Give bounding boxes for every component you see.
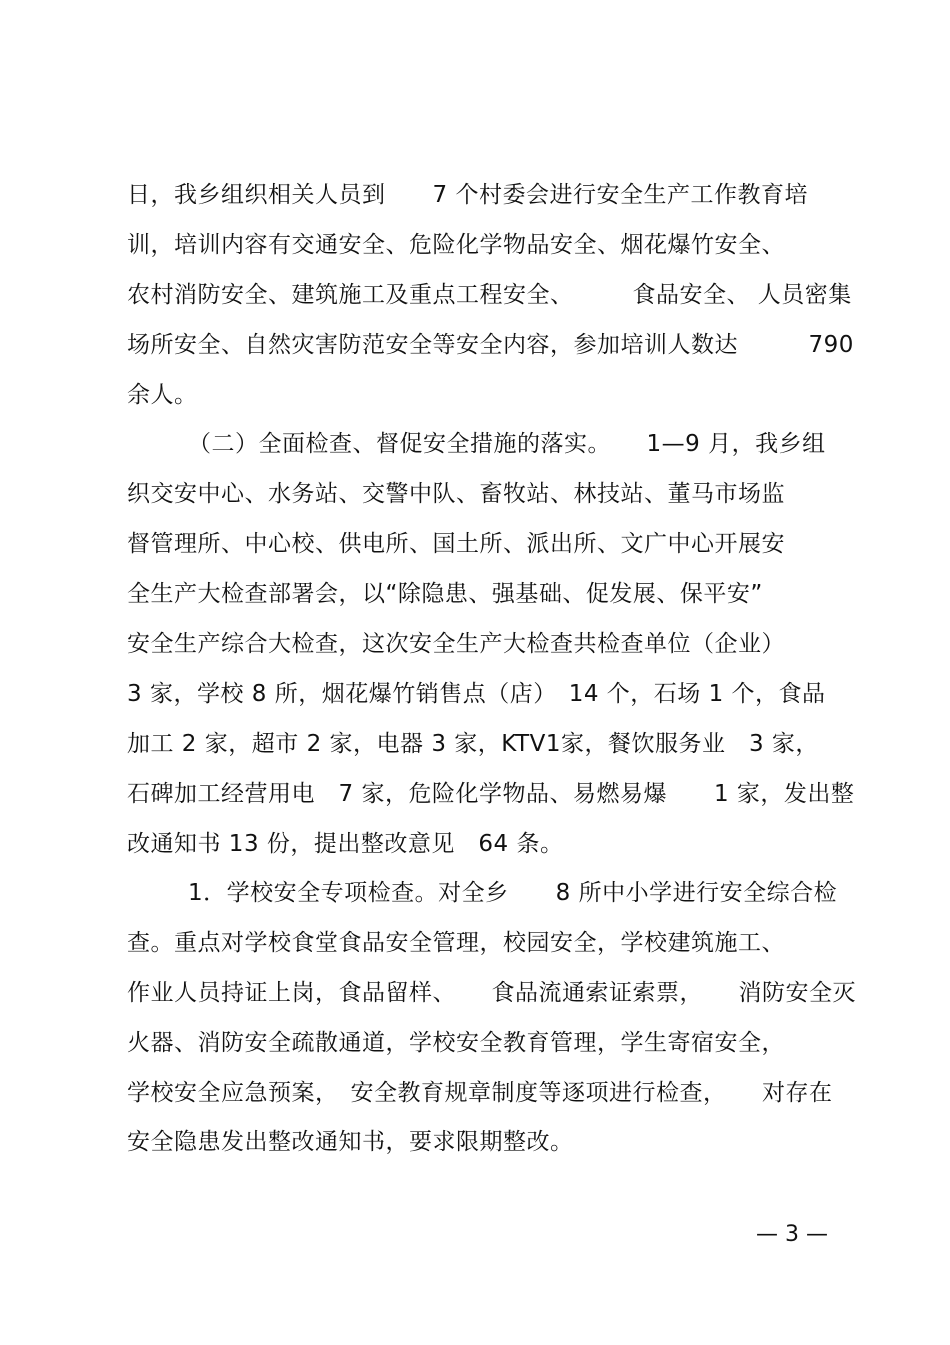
text-line: 作业人员持证上岗，食品留样、 食品流通索证索票， 消防安全灭 [127, 980, 856, 1006]
text-line: 场所安全、自然灾害防范安全等安全内容，参加培训人数达 790 [127, 332, 854, 358]
page-number: — 3 — [756, 1222, 828, 1247]
text-line: 农村消防安全、建筑施工及重点工程安全、 食品安全、 人员密集 [127, 282, 852, 308]
text-line: 改通知书 13 份，提出整改意见 64 条。 [127, 831, 564, 857]
text-line: 3 家，学校 8 所，烟花爆竹销售点（店） 14 个，石场 1 个，食品 [127, 681, 826, 707]
text-line: 督管理所、中心校、供电所、国土所、派出所、文广中心开展安 [127, 531, 785, 557]
section-heading-line: （二）全面检查、督促安全措施的落实。 1—9 月，我乡组 [188, 431, 826, 457]
subsection-line: 1．学校安全专项检查。对全乡 8 所中小学进行安全综合检 [188, 880, 838, 906]
text-line: 日，我乡组织相关人员到 7 个村委会进行安全生产工作教育培 [127, 182, 808, 208]
text-line: 训，培训内容有交通安全、危险化学物品安全、烟花爆竹安全、 [127, 232, 785, 258]
text-line: 查。重点对学校食堂食品安全管理，校园安全，学校建筑施工、 [127, 930, 785, 956]
text-line: 织交安中心、水务站、交警中队、畜牧站、林技站、董马市场监 [127, 481, 785, 507]
text-line: 火器、消防安全疏散通道，学校安全教育管理，学生寄宿安全， [127, 1030, 785, 1056]
text-line: 石碑加工经营用电 7 家，危险化学物品、易燃易爆 1 家，发出整 [127, 781, 855, 807]
text-line: 安全生产综合大检查，这次安全生产大检查共检查单位（企业） [127, 631, 785, 657]
text-line: 安全隐患发出整改通知书，要求限期整改。 [127, 1129, 574, 1155]
text-line: 加工 2 家，超市 2 家，电器 3 家，KTV1家，餐饮服务业 3 家， [127, 731, 819, 757]
text-line: 余人。 [127, 382, 198, 408]
text-line: 全生产大检查部署会，以“除隐患、强基础、促发展、保平安” [127, 581, 763, 607]
text-line: 学校安全应急预案， 安全教育规章制度等逐项进行检查， 对存在 [127, 1080, 833, 1106]
